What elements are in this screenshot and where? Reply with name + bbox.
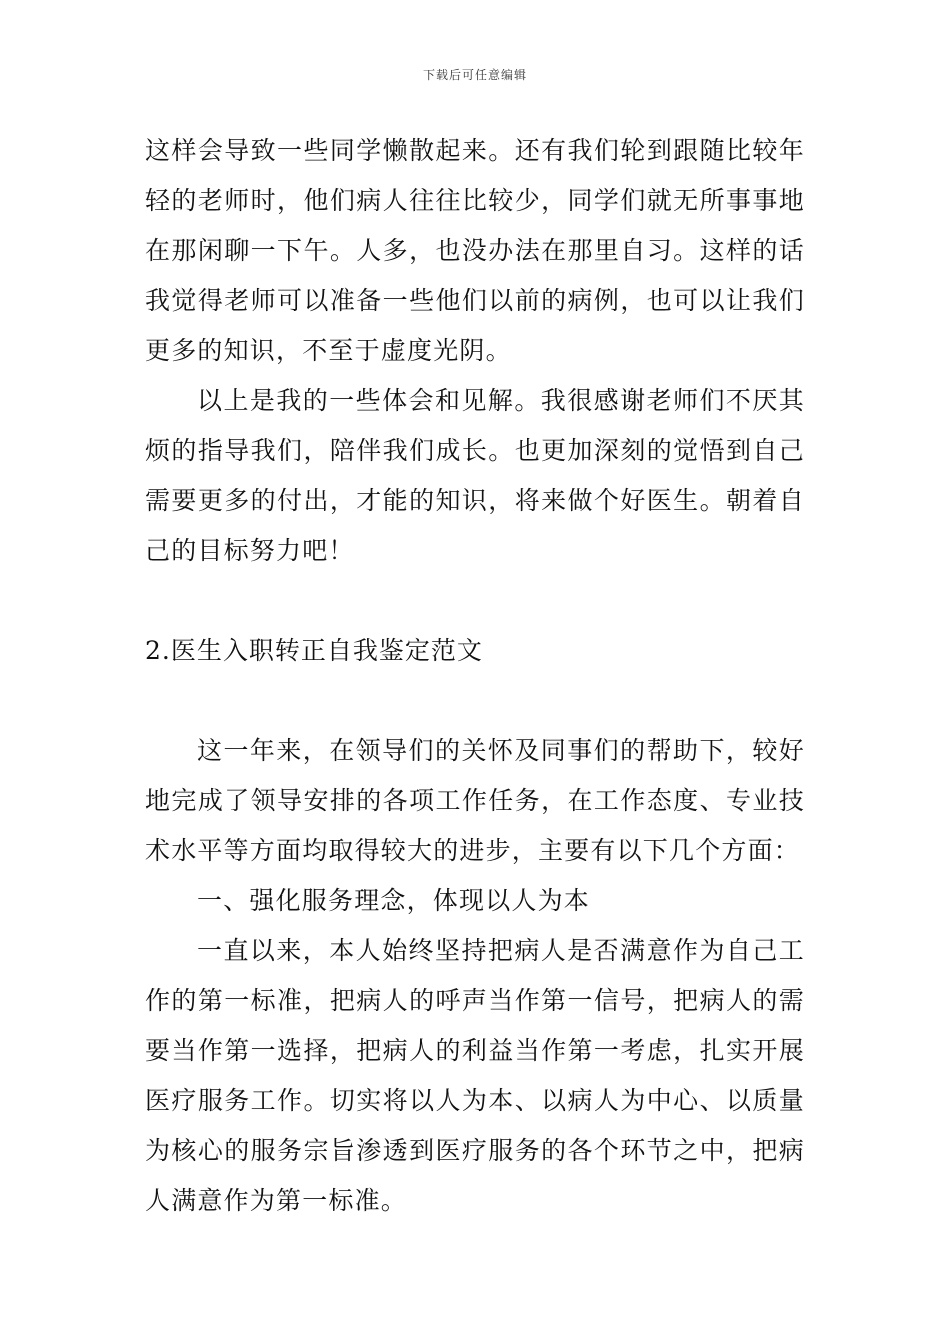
section-heading: 2.医生入职转正自我鉴定范文: [145, 636, 483, 665]
paragraph-1: 这样会导致一些同学懒散起来。还有我们轮到跟随比较年轻的老师时，他们病人往往比较少，同学们就无所事事地在那闲聊一下午。人多，也没办法在那里自习。这样的话我觉得老师可以准备一些他们以前的病例，也可以让我们更多的知识，不至于虚度光阴。: [145, 136, 805, 365]
header-note: 下载后可任意编辑: [422, 68, 527, 82]
spacer: [145, 576, 805, 626]
paragraph-3: 这一年来，在领导们的关怀及同事们的帮助下，较好地完成了领导安排的各项工作任务，在工作态度、专业技术水平等方面均取得较大的进步，主要有以下几个方面：: [145, 736, 805, 865]
document-body: [145, 126, 805, 1226]
paragraph-4: 一直以来，本人始终坚持把病人是否满意作为自己工作的第一标准，把病人的呼声当作第一信号，把病人的需要当作第一选择，把病人的利益当作第一考虑，扎实开展医疗服务工作。切实将以人为本、以病人为中心、以质量为核心的服务宗旨渗透到医疗服务的各个环节之中，把病人满意作为第一标准。: [145, 936, 805, 1215]
paragraph-2: 以上是我的一些体会和见解。我很感谢老师们不厌其烦的指导我们，陪伴我们成长。也更加深刻的觉悟到自己需要更多的付出，才能的知识，将来做个好医生。朝着自己的目标努力吧！: [145, 386, 805, 565]
spacer: [145, 676, 805, 726]
subheading-1: 一、强化服务理念，体现以人为本: [197, 886, 591, 915]
